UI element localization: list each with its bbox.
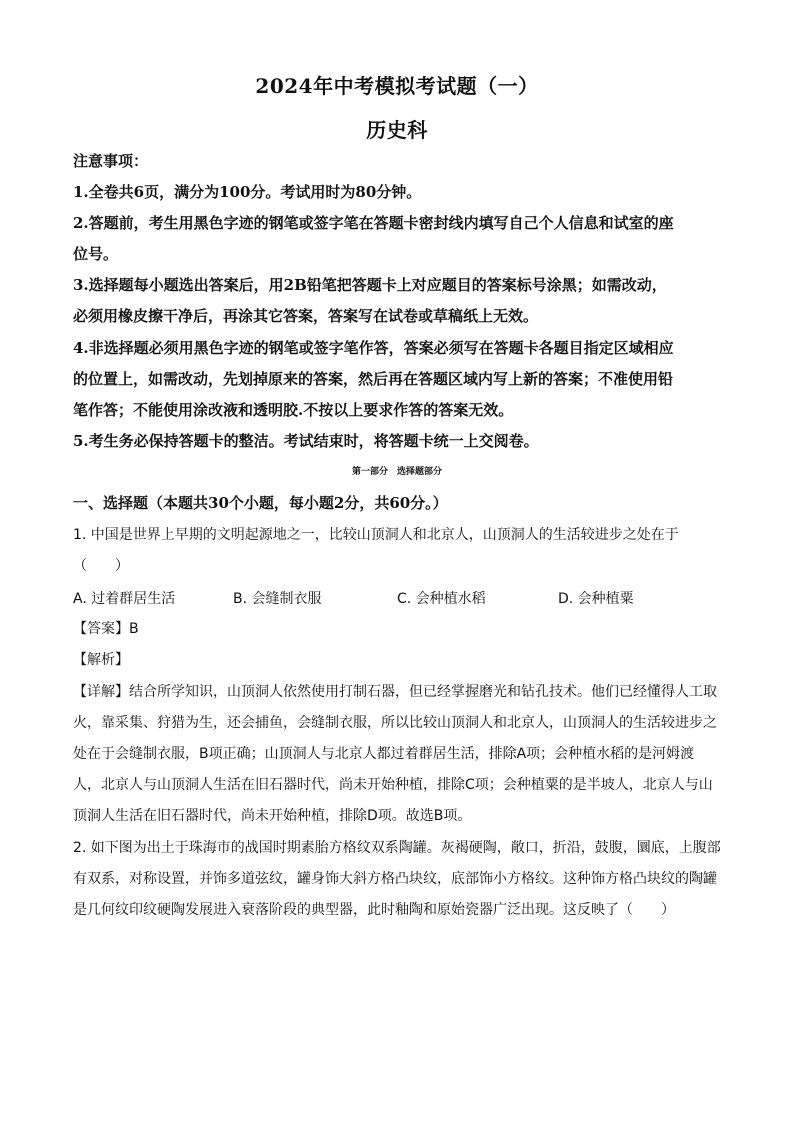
notice-line-8: 笔作答；不能使用涂改液和透明胶.不按以上要求作答的答案无效。 xyxy=(73,401,514,419)
q2-stem-line-2: 有双系，对称设置，并饰多道弦纹，罐身饰大斜方格凸块纹，底部饰小方格纹。这种饰方格凸块纹的陶罐 xyxy=(73,871,717,887)
q1-detail-line-4: 人，北京人与山顶洞人生活在旧石器时代，尚未开始种植，排除C项；会种植粟的是半坡人，北京人与山 xyxy=(73,777,713,793)
notice-line-1: 1.全卷共6页，满分为100分。考试用时为80分钟。 xyxy=(73,183,422,201)
q1-option-c: C. 会种植水稻 xyxy=(397,591,486,607)
notice-line-7: 的位置上，如需改动，先划掉原来的答案，然后再在答题区域内写上新的答案；不准使用铅 xyxy=(73,370,674,388)
q1-stem-line-2: （ ） xyxy=(73,558,129,574)
exam-title: 2024年中考模拟考试题（一） xyxy=(255,74,539,98)
notice-line-5: 必须用橡皮擦干净后，再涂其它答案，答案写在试卷或草稿纸上无效。 xyxy=(73,307,539,325)
notice-heading: 注意事项： xyxy=(73,152,149,170)
section-title: 一、选择题（本题共30个小题，每小题2分，共60分。） xyxy=(73,494,448,512)
q1-option-d: D. 会种植粟 xyxy=(558,591,634,607)
q2-stem-line-3: 是几何纹印纹硬陶发展进入衰落阶段的典型器，此时釉陶和原始瓷器广泛出现。这反映了（ ） xyxy=(73,902,675,918)
subject-title: 历史科 xyxy=(366,118,428,142)
q1-option-b: B. 会缝制衣服 xyxy=(233,591,322,607)
q1-answer: 【答案】B xyxy=(73,621,139,637)
notice-line-9: 5.考生务必保持答题卡的整洁。考试结束时，将答题卡统一上交阅卷。 xyxy=(73,432,539,450)
q1-stem-line-1: 1. 中国是世界上早期的文明起源地之一，比较山顶洞人和北京人，山顶洞人的生活较进步之处在于 xyxy=(73,527,679,543)
q1-option-a: A. 过着群居生活 xyxy=(73,591,176,607)
notice-line-2: 2.答题前，考生用黑色字迹的钢笔或签字笔在答题卡密封线内填写自己个人信息和试室的座 xyxy=(73,214,674,232)
notice-line-3: 位号。 xyxy=(73,245,119,263)
q1-analysis-tag: 【解析】 xyxy=(73,652,129,668)
notice-line-4: 3.选择题每小题选出答案后，用2B铅笔把答题卡上对应题目的答案标号涂黑；如需改动， xyxy=(73,276,667,294)
q2-stem-line-1: 2. 如下图为出土于珠海市的战国时期素胎方格纹双系陶罐。灰褐硬陶，敞口，折沿，鼓腹，圜底，上腹部 xyxy=(73,840,721,856)
q1-detail-line-1: 【详解】结合所学知识，山顶洞人依然使用打制石器，但已经掌握磨光和钻孔技术。他们已经懂得人工取 xyxy=(73,684,717,700)
notice-line-6: 4.非选择题必须用黑色字迹的钢笔或签字笔作答，答案必须写在答题卡各题目指定区域相应 xyxy=(73,339,674,357)
q1-detail-line-3: 处在于会缝制衣服，B项正确；山顶洞人与北京人都过着群居生活，排除A项；会种植水稻的是河姆渡 xyxy=(73,746,695,762)
q1-detail-line-2: 火，靠采集、狩猎为生，还会捕鱼，会缝制衣服，所以比较山顶洞人和北京人，山顶洞人的生活较进步之 xyxy=(73,715,717,731)
part-title: 第一部分 选择题部分 xyxy=(351,467,442,477)
q1-detail-line-5: 顶洞人生活在旧石器时代，尚未开始种植，排除D项。故选B项。 xyxy=(73,808,472,824)
